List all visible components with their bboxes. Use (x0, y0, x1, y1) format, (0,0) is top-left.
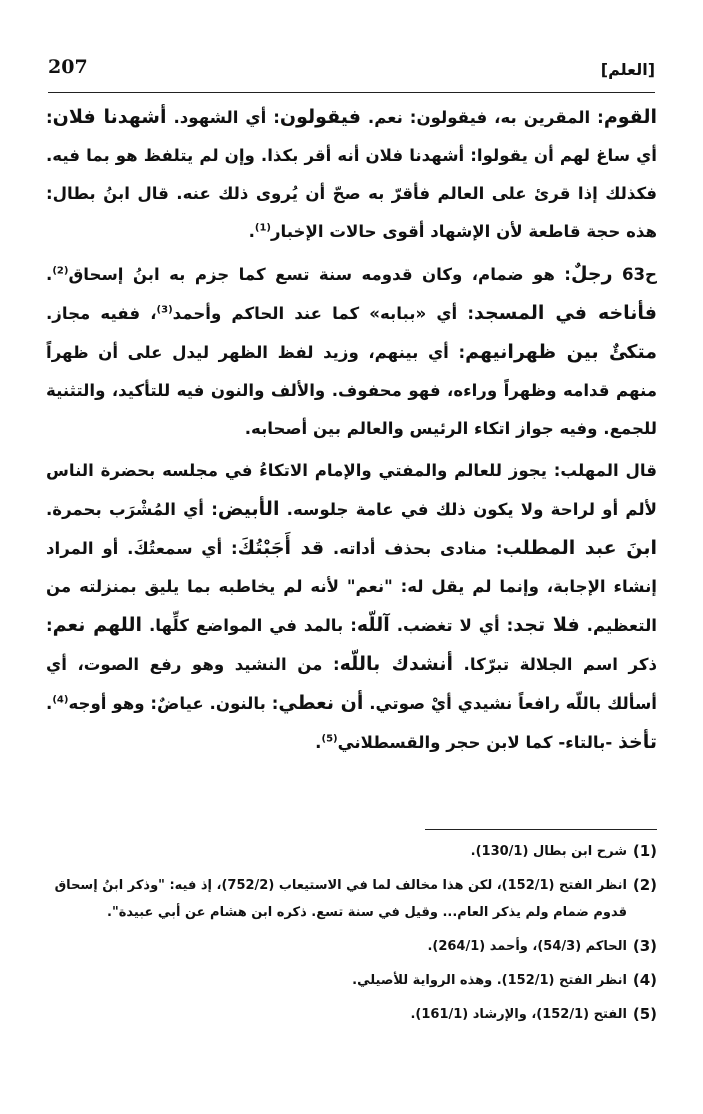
footnote-text: الحاكم (54/3)، وأحمد (264/1). (427, 939, 627, 954)
text-segment: : أي المُشْرَب بحمرة. (46, 500, 218, 519)
page-number: 207 (48, 56, 88, 78)
text-segment: : أي الشهود. (166, 108, 280, 127)
footnote-number: (2) (632, 876, 657, 894)
footnote-separator (425, 829, 657, 830)
hadith-keyword: أنشدك باللّه (339, 653, 454, 675)
footnote-text: شرح ابن بطال (130/1). (470, 844, 627, 859)
hadith-keyword: تأخذ (618, 731, 657, 753)
text-segment: -بالتاء- كما لابن حجر والقسطلاني (337, 733, 619, 752)
hadith-keyword: أن نعطي (278, 692, 364, 714)
footnote-ref: (4) (52, 694, 69, 706)
text-segment: : من النشيد وهو رفع الصوت، أي أسألك باللّه رافعاً نشيدي أيْ صوتي. (46, 655, 657, 713)
footnote-ref: (2) (52, 265, 69, 277)
footnote-ref: (5) (321, 733, 338, 745)
running-title: [العلم] (600, 60, 655, 79)
page-header (48, 52, 655, 93)
footnote-number: (1) (632, 842, 657, 860)
footnote-text: انظر الفتح (152/1)، لكن هذا مخالف لما في الاستيعاب (752/2)، إذ فيه: "وذكر ابنُ إسحاق قدوم ضمام ولم يذكر العام... وقيل في سنة تسع. ذكره ابن هشام عن أبي عبيدة". (54, 878, 627, 920)
paragraph (46, 255, 657, 448)
footnote-ref: (3) (156, 304, 173, 316)
hadith-keyword: ابنَ عبد المطلب (502, 537, 657, 559)
text-segment: : أي بينهم، وزيد لفظ الظهر ليدل على أن ظهراً منهم قدامه وظهراً وراءه، فهو محفوف. والألف والنون فيه للتأكيد، والتثنية للجمع. وفيه جواز اتكاء الرئيس والعالم بين أصحابه. (46, 343, 657, 438)
text-segment: . (46, 265, 53, 284)
text-segment: . (248, 222, 255, 241)
text-segment: : أي سمعتُكَ. أو المراد إنشاء الإجابة، وإنما لم يقل له: "نعم" لأنه لم يخاطبه بما يليق بمنزلته من التعظيم. (46, 539, 657, 635)
footnote (48, 838, 657, 865)
text-segment: : أي ساغ لهم أن يقولوا: أشهدنا فلان أنه أقر بكذا. وإن لم يتلفظ هو بما فيه. فكذلك إذا قرئ على العالم فأقرّ به صحّ أن يُروى ذلك عنه. قال ابنُ بطال: هذه حجة قاطعة لأن الإشهاد أقوى حالات الإخبار (46, 108, 657, 241)
text-segment: ، ففيه مجاز. (46, 304, 157, 323)
footnote-number: (5) (632, 1005, 657, 1023)
text-segment: قال المهلب: يجوز للعالم والمفتي والإمام الاتكاءُ في مجلسه بحضرة الناس لألم أو لراحة ولا يكون ذلك في عامة جلوسه. (46, 461, 657, 519)
text-segment: : أي لا تغضب. (389, 616, 514, 635)
hadith-keyword: رجلٌ (570, 263, 613, 285)
text-segment: . (46, 694, 53, 713)
hadith-keyword: اللهم نعم (52, 614, 143, 636)
footnote (48, 1001, 657, 1028)
hadith-keyword: متكئٌ بين ظهرانيهم (465, 341, 657, 363)
hadith-keyword: القوم (603, 106, 657, 128)
text-segment: : بالمد في المواضع كلِّها. (142, 616, 357, 635)
footnote (48, 933, 657, 960)
text-segment: . (315, 733, 322, 752)
footnote (48, 872, 657, 926)
text-segment: : هو ضمام، وكان قدومه سنة تسع كما جزم به ابنُ إسحاق (68, 265, 571, 284)
hadith-keyword: فيقولون (279, 106, 361, 128)
paragraph (46, 452, 657, 762)
text-segment: : المقرين به، فيقولون: نعم. (360, 108, 604, 127)
hadith-keyword: أشهدنا فلان (52, 106, 167, 128)
footnote (48, 967, 657, 994)
footnote-number: (3) (632, 937, 657, 955)
paragraph (46, 98, 657, 251)
footnote-text: الفتح (152/1)، والإرشاد (161/1). (410, 1007, 627, 1022)
text-segment: : ذكر اسم الجلالة تبرّكا. (46, 616, 657, 674)
footnote-ref: (1) (254, 222, 271, 234)
main-text (46, 98, 657, 762)
text-segment: : منادى بحذف أداته. (324, 539, 503, 558)
text-segment: ح63 (612, 265, 658, 284)
text-segment: : أي «ببابه» كما عند الحاكم وأحمد (172, 304, 474, 323)
hadith-keyword: الأبيض (217, 498, 280, 520)
hadith-keyword: قد أَجَبْتُكَ (237, 537, 325, 559)
footnote-text: انظر الفتح (152/1). وهذه الرواية للأصيلي. (352, 973, 627, 988)
text-segment: : بالنون. عياضٌ: وهو أوجه (68, 694, 279, 713)
hadith-keyword: فلا تجد (513, 614, 580, 636)
hadith-keyword: فأناخه في المسجد (473, 302, 658, 324)
hadith-keyword: آللّه (356, 614, 390, 636)
footnote-number: (4) (632, 971, 657, 989)
footnotes (48, 838, 657, 1035)
